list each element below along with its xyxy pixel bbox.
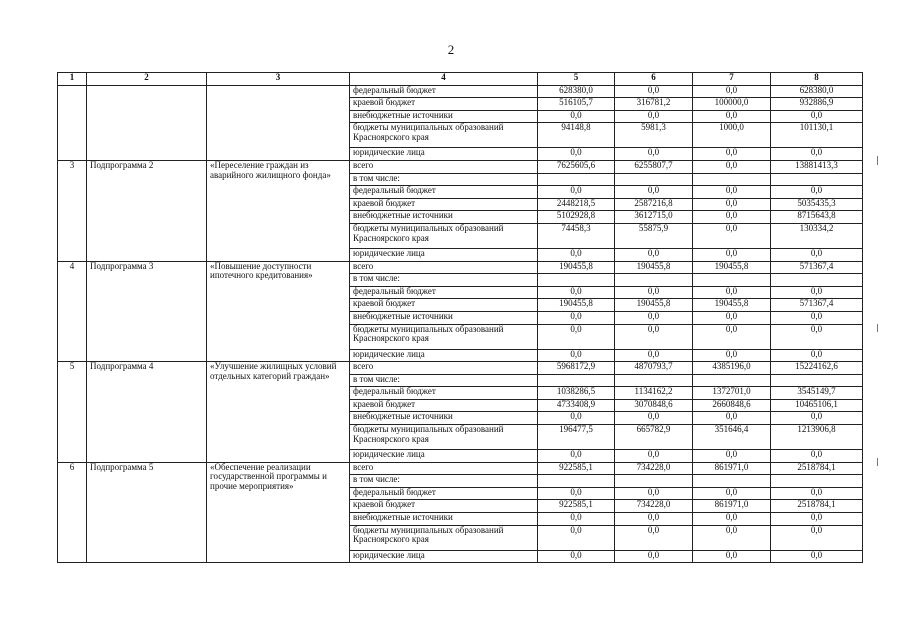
amount-cell: 100000,0 [693,98,771,111]
amount-cell: 0,0 [615,324,693,349]
amount-cell [771,475,863,488]
amount-cell: 351646,4 [693,425,771,450]
amount-cell: 0,0 [538,487,615,500]
amount-cell: 0,0 [693,248,771,261]
row-number-cell: 4 [58,261,87,362]
amount-cell: 628380,0 [771,85,863,98]
margin-mark [877,156,878,165]
amount-cell: 0,0 [538,311,615,324]
amount-cell: 0,0 [615,148,693,161]
amount-cell: 4385196,0 [693,362,771,375]
amount-cell: 0,0 [771,311,863,324]
funding-source-cell: всего [350,362,538,375]
amount-cell [771,274,863,287]
table-row [58,85,863,98]
amount-cell [693,274,771,287]
funding-source-cell: внебюджетные источники [350,110,538,123]
amount-cell: 861971,0 [693,500,771,513]
amount-cell: 3070848,6 [615,399,693,412]
amount-cell: 0,0 [693,110,771,123]
margin-mark [877,458,878,466]
amount-cell: 0,0 [771,349,863,362]
amount-cell: 0,0 [693,324,771,349]
amount-cell: 74458,3 [538,223,615,248]
amount-cell: 0,0 [693,525,771,550]
amount-cell: 13881413,3 [771,160,863,173]
amount-cell: 190455,8 [693,299,771,312]
funding-source-cell: внебюджетные источники [350,513,538,526]
funding-source-cell: краевой бюджет [350,299,538,312]
funding-source-cell: бюджеты муниципальных образований Красноярского края [350,525,538,550]
funding-source-cell: всего [350,261,538,274]
amount-cell [615,274,693,287]
funding-source-cell: всего [350,160,538,173]
amount-cell: 190455,8 [538,299,615,312]
amount-cell: 516105,7 [538,98,615,111]
amount-cell [615,173,693,186]
amount-cell [538,274,615,287]
funding-source-cell: юридические лица [350,450,538,463]
amount-cell: 196477,5 [538,425,615,450]
subprogram-name-cell: Подпрограмма 4 [87,362,207,463]
amount-cell: 0,0 [693,349,771,362]
row-number-cell: 5 [58,362,87,463]
amount-cell [615,374,693,387]
margin-mark [877,324,878,332]
funding-source-cell: федеральный бюджет [350,487,538,500]
amount-cell: 0,0 [771,248,863,261]
amount-cell: 4870793,7 [615,362,693,375]
amount-cell [615,475,693,488]
funding-source-cell: в том числе: [350,475,538,488]
subprogram-title-cell: «Обеспечение реализации государственной программы и прочие мероприятия» [207,462,350,563]
funding-source-cell: краевой бюджет [350,98,538,111]
amount-cell: 190455,8 [615,261,693,274]
header-cell: 1 [58,73,87,86]
header-cell: 6 [615,73,693,86]
amount-cell: 0,0 [771,186,863,199]
amount-cell: 0,0 [615,525,693,550]
funding-source-cell: внебюджетные источники [350,412,538,425]
subprogram-name-cell [87,85,207,160]
table-row [58,362,863,375]
amount-cell: 0,0 [615,186,693,199]
amount-cell [693,173,771,186]
amount-cell [693,374,771,387]
amount-cell: 2587216,8 [615,198,693,211]
amount-cell: 0,0 [771,525,863,550]
amount-cell: 0,0 [615,412,693,425]
amount-cell: 0,0 [693,160,771,173]
amount-cell: 0,0 [538,110,615,123]
amount-cell: 1000,0 [693,123,771,148]
amount-cell [538,173,615,186]
amount-cell: 0,0 [615,487,693,500]
amount-cell: 10465106,1 [771,399,863,412]
amount-cell: 15224162,6 [771,362,863,375]
amount-cell: 0,0 [538,550,615,563]
amount-cell: 0,0 [771,148,863,161]
amount-cell: 2518784,1 [771,500,863,513]
amount-cell: 190455,8 [693,261,771,274]
amount-cell: 0,0 [538,286,615,299]
funding-source-cell: в том числе: [350,274,538,287]
amount-cell: 932886,9 [771,98,863,111]
funding-source-cell: федеральный бюджет [350,85,538,98]
funding-source-cell: краевой бюджет [350,399,538,412]
funding-source-cell: бюджеты муниципальных образований Красноярского края [350,223,538,248]
funding-source-cell: всего [350,462,538,475]
funding-source-cell: юридические лица [350,349,538,362]
funding-source-cell: краевой бюджет [350,500,538,513]
amount-cell: 0,0 [771,412,863,425]
amount-cell [693,475,771,488]
amount-cell [771,173,863,186]
amount-cell: 8715643,8 [771,211,863,224]
row-number-cell: 3 [58,160,87,261]
funding-source-cell: федеральный бюджет [350,286,538,299]
amount-cell: 190455,8 [538,261,615,274]
amount-cell: 665782,9 [615,425,693,450]
amount-cell: 0,0 [615,513,693,526]
amount-cell: 0,0 [693,85,771,98]
funding-source-cell: федеральный бюджет [350,186,538,199]
funding-source-cell: юридические лица [350,148,538,161]
amount-cell: 0,0 [771,450,863,463]
header-cell: 8 [771,73,863,86]
amount-cell: 0,0 [615,286,693,299]
amount-cell: 0,0 [771,324,863,349]
row-number-cell: 6 [58,462,87,563]
table-body [58,85,863,563]
amount-cell: 0,0 [693,223,771,248]
amount-cell: 0,0 [771,487,863,500]
funding-source-cell: бюджеты муниципальных образований Красноярского края [350,123,538,148]
amount-cell: 0,0 [538,324,615,349]
subprogram-name-cell: Подпрограмма 5 [87,462,207,563]
subprogram-title-cell: «Переселение граждан из аварийного жилищного фонда» [207,160,350,261]
funding-source-cell: юридические лица [350,550,538,563]
amount-cell: 2448218,5 [538,198,615,211]
amount-cell: 6255807,7 [615,160,693,173]
amount-cell: 4733408,9 [538,399,615,412]
amount-cell: 0,0 [615,248,693,261]
amount-cell: 5968172,9 [538,362,615,375]
amount-cell: 0,0 [693,286,771,299]
amount-cell [538,475,615,488]
amount-cell: 0,0 [538,248,615,261]
amount-cell: 0,0 [771,286,863,299]
amount-cell: 55875,9 [615,223,693,248]
amount-cell: 5035435,3 [771,198,863,211]
amount-cell: 0,0 [615,110,693,123]
funding-source-cell: юридические лица [350,248,538,261]
amount-cell: 0,0 [615,349,693,362]
page-number: 2 [447,42,455,57]
amount-cell: 101130,1 [771,123,863,148]
amount-cell: 0,0 [771,513,863,526]
amount-cell: 190455,8 [615,299,693,312]
amount-cell: 0,0 [693,412,771,425]
amount-cell: 922585,1 [538,500,615,513]
amount-cell: 922585,1 [538,462,615,475]
amount-cell: 2518784,1 [771,462,863,475]
amount-cell: 94148,8 [538,123,615,148]
header-cell: 5 [538,73,615,86]
header-cell: 2 [87,73,207,86]
amount-cell: 0,0 [615,85,693,98]
table-row [58,462,863,475]
funding-source-cell: бюджеты муниципальных образований Красноярского края [350,324,538,349]
row-number-cell [58,85,87,160]
funding-source-cell: федеральный бюджет [350,387,538,400]
amount-cell: 0,0 [693,311,771,324]
amount-cell: 0,0 [538,513,615,526]
amount-cell: 734228,0 [615,462,693,475]
amount-cell: 1213906,8 [771,425,863,450]
amount-cell: 1038286,5 [538,387,615,400]
funding-source-cell: внебюджетные источники [350,311,538,324]
amount-cell: 0,0 [538,186,615,199]
amount-cell: 5102928,8 [538,211,615,224]
amount-cell: 571367,4 [771,299,863,312]
funding-source-cell: в том числе: [350,374,538,387]
amount-cell: 0,0 [615,550,693,563]
amount-cell: 0,0 [615,450,693,463]
subprogram-title-cell [207,85,350,160]
table-row [58,160,863,173]
header-row [58,73,863,86]
amount-cell [771,374,863,387]
amount-cell: 0,0 [538,525,615,550]
table-row [58,261,863,274]
subprogram-name-cell: Подпрограмма 2 [87,160,207,261]
amount-cell: 1372701,0 [693,387,771,400]
subprogram-name-cell: Подпрограмма 3 [87,261,207,362]
amount-cell: 5981,3 [615,123,693,148]
amount-cell: 0,0 [693,186,771,199]
funding-source-cell: краевой бюджет [350,198,538,211]
amount-cell [538,374,615,387]
subprogram-title-cell: «Повышение доступности ипотечного кредитования» [207,261,350,362]
amount-cell: 0,0 [693,487,771,500]
amount-cell: 3545149,7 [771,387,863,400]
amount-cell: 0,0 [693,211,771,224]
amount-cell: 861971,0 [693,462,771,475]
amount-cell: 734228,0 [615,500,693,513]
amount-cell: 571367,4 [771,261,863,274]
amount-cell: 0,0 [693,148,771,161]
amount-cell: 0,0 [538,450,615,463]
budget-table [57,72,863,563]
header-cell: 3 [207,73,350,86]
amount-cell: 316781,2 [615,98,693,111]
amount-cell: 130334,2 [771,223,863,248]
amount-cell: 0,0 [771,110,863,123]
subprogram-title-cell: «Улучшение жилищных условий отдельных категорий граждан» [207,362,350,463]
amount-cell: 0,0 [771,550,863,563]
amount-cell: 0,0 [538,412,615,425]
header-cell: 7 [693,73,771,86]
amount-cell: 0,0 [538,148,615,161]
amount-cell: 1134162,2 [615,387,693,400]
funding-source-cell: бюджеты муниципальных образований Красноярского края [350,425,538,450]
amount-cell: 2660848,6 [693,399,771,412]
header-cell: 4 [350,73,538,86]
amount-cell: 628380,0 [538,85,615,98]
amount-cell: 3612715,0 [615,211,693,224]
amount-cell: 0,0 [538,349,615,362]
amount-cell: 7625605,6 [538,160,615,173]
funding-source-cell: в том числе: [350,173,538,186]
amount-cell: 0,0 [693,513,771,526]
amount-cell: 0,0 [615,311,693,324]
amount-cell: 0,0 [693,550,771,563]
funding-source-cell: внебюджетные источники [350,211,538,224]
amount-cell: 0,0 [693,450,771,463]
amount-cell: 0,0 [693,198,771,211]
